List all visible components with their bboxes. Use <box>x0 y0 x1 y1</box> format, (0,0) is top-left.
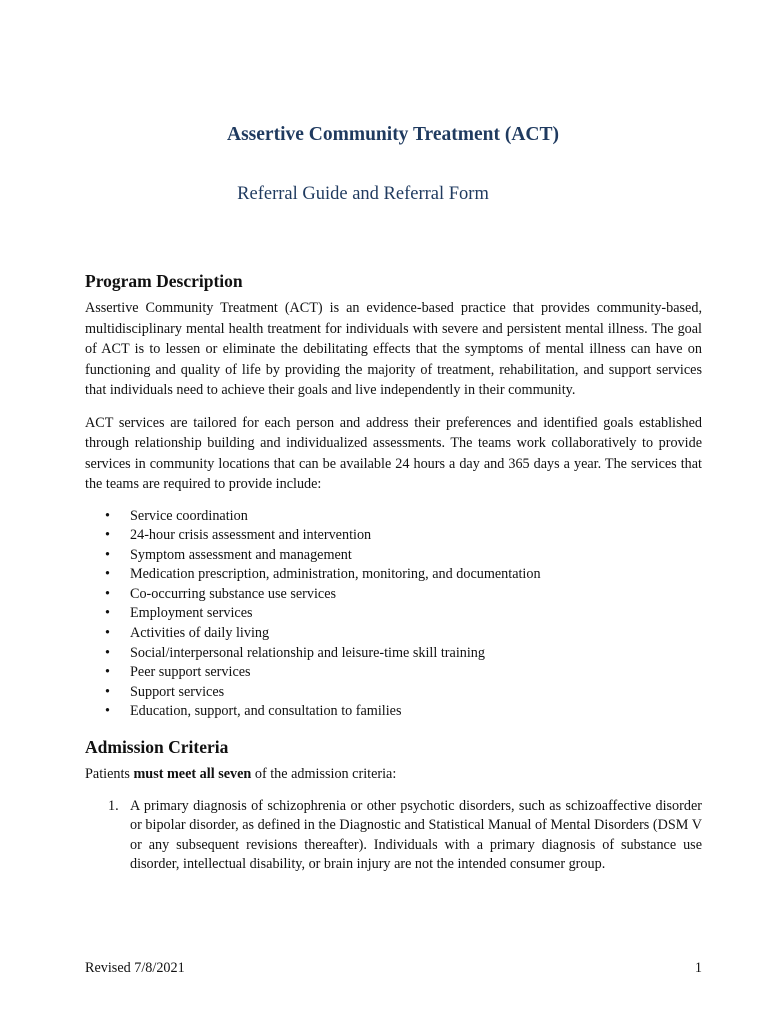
bullet-icon: • <box>105 527 110 544</box>
bullet-icon: • <box>105 585 110 602</box>
intro-text-end: of the admission criteria: <box>251 766 397 783</box>
bullet-icon: • <box>105 703 110 720</box>
list-item <box>105 604 702 624</box>
list-item <box>105 565 702 585</box>
document-body <box>85 270 702 875</box>
intro-emphasis: must meet all seven <box>133 766 252 783</box>
bullet-icon: • <box>105 507 110 524</box>
service-label: Activities of daily living <box>130 625 270 642</box>
service-label: Support services <box>130 683 225 700</box>
bullet-icon: • <box>105 683 110 700</box>
list-item <box>105 507 702 527</box>
service-label: Education, support, and consultation to families <box>130 703 402 720</box>
intro-text-start: Patients <box>85 766 134 783</box>
service-label: 24-hour crisis assessment and intervention <box>130 527 372 544</box>
criteria-item <box>108 797 702 875</box>
bullet-icon: • <box>105 605 110 622</box>
service-label: Symptom assessment and management <box>130 546 352 563</box>
service-label: Medication prescription, administration, monitoring, and documentation <box>130 566 541 583</box>
service-label: Co-occurring substance use services <box>130 585 337 602</box>
revised-date: Revised 7/8/2021 <box>85 960 185 976</box>
list-item <box>105 683 702 703</box>
list-item <box>105 585 702 605</box>
program-description-section <box>85 270 702 722</box>
criteria-number: 1. <box>108 798 119 815</box>
list-item <box>105 644 702 664</box>
admission-criteria-heading: Admission Criteria <box>85 737 229 758</box>
bullet-icon: • <box>105 546 110 563</box>
service-label: Social/interpersonal relationship and leisure-time skill training <box>130 644 485 661</box>
program-description-paragraph-2: ACT services are tailored for each person and address their preferences and identified goals established through relationship building and individualized assessments. The teams work collaboratively to provide services in community locations that can be available 24 hours a day and 365 days a year. The services that the teams are required to provide include: <box>85 414 702 492</box>
services-list <box>105 507 702 723</box>
bullet-icon: • <box>105 625 110 642</box>
service-label: Service coordination <box>130 507 248 524</box>
list-item <box>105 526 702 546</box>
list-item <box>105 624 702 644</box>
admission-criteria-section <box>85 736 702 875</box>
criteria-text: A primary diagnosis of schizophrenia or other psychotic disorders, such as schizoaffective disorder or bipolar disorder, as defined in the Diagnostic and Statistical Manual of Mental Disorders (DSM V or any subsequent revisions thereafter). Individuals with a primary diagnosis of substance use disorder, intellectual disability, or brain injury are not the intended consumer group. <box>130 798 702 873</box>
list-item <box>105 663 702 683</box>
list-item <box>105 702 702 722</box>
criteria-list <box>108 797 702 875</box>
admission-criteria-intro <box>85 764 702 784</box>
bullet-icon: • <box>105 644 110 661</box>
document-title: Assertive Community Treatment (ACT) <box>227 124 559 145</box>
program-description-heading: Program Description <box>85 271 243 291</box>
service-label: Employment services <box>130 605 253 622</box>
page-number: 1 <box>694 960 702 976</box>
document-subtitle: Referral Guide and Referral Form <box>237 184 489 204</box>
program-description-paragraph-1: Assertive Community Treatment (ACT) is an evidence-based practice that provides community-based, multidisciplinary mental health treatment for individuals with severe and persistent mental illness. The goal of ACT is to lessen or eliminate the debilitating effects that the symptoms of mental illness can have on functioning and quality of life by providing the majority of treatment, rehabilitation, and support services that individuals need to achieve their goals and live independently in their community. <box>85 300 702 398</box>
bullet-icon: • <box>105 664 110 681</box>
bullet-icon: • <box>105 566 110 583</box>
list-item <box>105 546 702 566</box>
service-label: Peer support services <box>130 664 251 681</box>
